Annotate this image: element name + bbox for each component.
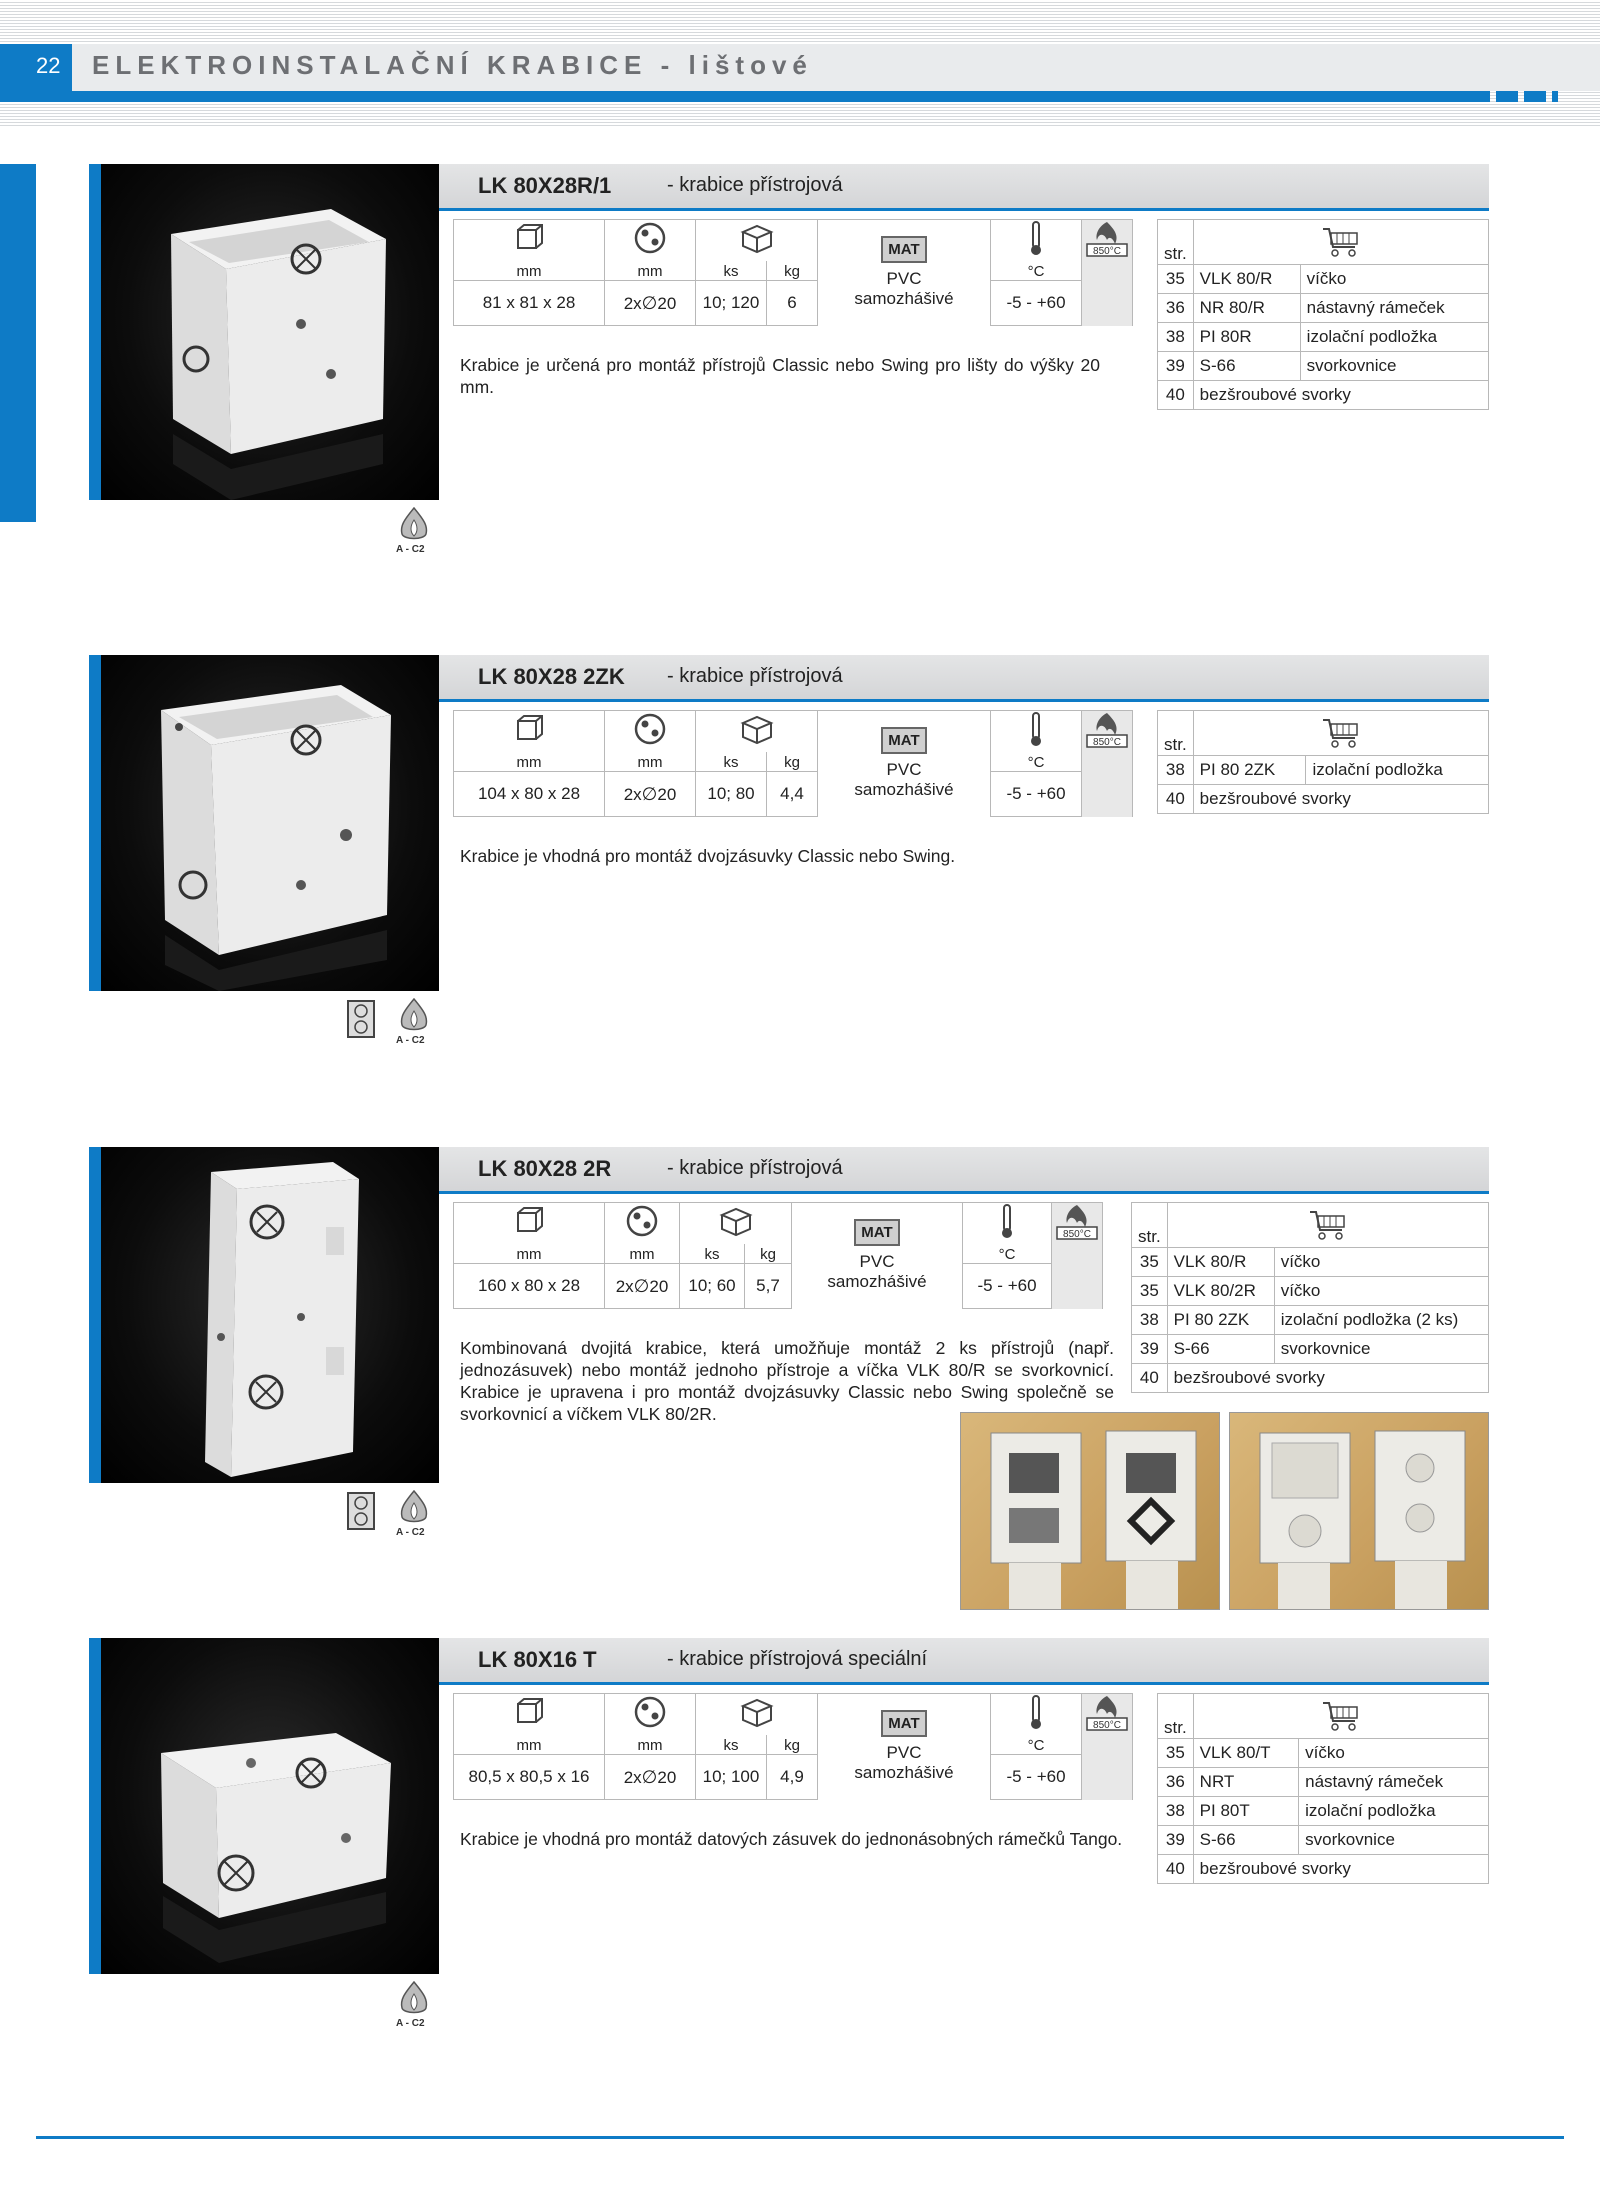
acc-page: 39	[1132, 1335, 1168, 1364]
svg-text:850°C: 850°C	[1093, 1720, 1121, 1731]
cable-entry-icon	[634, 1696, 666, 1728]
photo-accent	[89, 1147, 101, 1483]
footer-rule	[36, 2136, 1564, 2139]
acc-page: 40	[1132, 1364, 1168, 1393]
value-size: 81 x 81 x 28	[454, 281, 605, 326]
unit-temp: °C	[963, 1244, 1052, 1264]
cable-entry-icon	[626, 1205, 658, 1237]
acc-header-page: str.	[1158, 220, 1194, 265]
unit-temp: °C	[991, 1735, 1082, 1755]
unit-size: mm	[454, 752, 605, 772]
box-dimension-icon	[512, 222, 546, 254]
product-code: LK 80X16 T	[478, 1647, 597, 1672]
acc-name: bezšroubové svorky	[1193, 1855, 1488, 1884]
acc-page: 40	[1158, 1855, 1194, 1884]
acc-page: 38	[1132, 1306, 1168, 1335]
cable-entry-icon	[634, 713, 666, 745]
acc-name: svorkovnice	[1300, 352, 1488, 381]
material-icon: MAT	[881, 1710, 926, 1737]
acc-code: S-66	[1193, 352, 1300, 381]
unit-pack: ks	[696, 261, 767, 281]
unit-entry: mm	[605, 752, 696, 772]
unit-weight: kg	[767, 752, 818, 772]
acc-header-page: str.	[1158, 711, 1194, 756]
thermometer-icon	[1028, 711, 1044, 747]
accessories-table	[1131, 1202, 1489, 1393]
product-photo-3	[101, 1147, 439, 1483]
value-weight: 4,9	[767, 1755, 818, 1800]
accessories-table	[1157, 710, 1489, 814]
acc-page: 35	[1132, 1277, 1168, 1306]
acc-name: víčko	[1299, 1739, 1489, 1768]
acc-page: 35	[1132, 1248, 1168, 1277]
unit-weight: kg	[745, 1244, 792, 1264]
shopping-cart-icon	[1321, 1699, 1361, 1733]
unit-temp: °C	[991, 752, 1082, 772]
unit-entry: mm	[605, 1735, 696, 1755]
acc-page: 40	[1158, 381, 1194, 410]
acc-header-page: str.	[1158, 1694, 1194, 1739]
value-pack: 10; 80	[696, 772, 767, 817]
box-dimension-icon	[512, 713, 546, 745]
value-weight: 5,7	[745, 1264, 792, 1309]
value-entry: 2x∅20	[605, 1264, 680, 1309]
flame-class-label: A - C2	[396, 544, 425, 555]
acc-name: izolační podložka (2 ks)	[1274, 1306, 1488, 1335]
product-title-bar	[439, 164, 1489, 211]
material-name: PVC	[886, 269, 922, 289]
mounted-example-photo-2	[1229, 1412, 1489, 1610]
material-name: PVC	[859, 1252, 895, 1272]
acc-code: VLK 80/R	[1167, 1248, 1274, 1277]
value-size: 160 x 80 x 28	[454, 1264, 605, 1309]
product-description: - krabice přístrojová	[667, 665, 843, 687]
acc-name: bezšroubové svorky	[1193, 381, 1488, 410]
acc-code: S-66	[1193, 1826, 1298, 1855]
acc-code: PI 80T	[1193, 1797, 1298, 1826]
fire-icon	[1085, 711, 1129, 751]
product-text: Krabice je vhodná pro montáž dvojzásuvky Classic nebo Swing.	[460, 846, 956, 866]
mounted-example-photo-1	[960, 1412, 1220, 1610]
product-text: Kombinovaná dvojitá krabice, která umožňuje montáž 2 ks přístrojů (např. jednozásuvek) nebo montáž jednoho přístroje a víčka VLK 80/R se svorkovnicí. Krabice je upravena i pro montáž dvojzásuvky Classic nebo Swing společně se svorkovnicí a víčkem VLK 80/2R.	[460, 1338, 1114, 1424]
unit-pack: ks	[696, 752, 767, 772]
unit-pack: ks	[680, 1244, 745, 1264]
page-number: 22	[0, 44, 72, 102]
shopping-cart-icon	[1308, 1208, 1348, 1242]
thermometer-icon	[1028, 1694, 1044, 1730]
package-icon	[716, 1205, 756, 1237]
acc-page: 39	[1158, 352, 1194, 381]
acc-page: 39	[1158, 1826, 1194, 1855]
acc-code: VLK 80/T	[1193, 1739, 1298, 1768]
product-photo-4	[101, 1638, 439, 1974]
acc-code: PI 80R	[1193, 323, 1300, 352]
acc-name: nástavný rámeček	[1299, 1768, 1489, 1797]
spec-table	[453, 710, 1133, 817]
material-icon: MAT	[881, 236, 926, 263]
shopping-cart-icon	[1321, 716, 1361, 750]
value-temp: -5 - +60	[991, 281, 1082, 326]
acc-code: VLK 80/R	[1193, 265, 1300, 294]
acc-code: NR 80/R	[1193, 294, 1300, 323]
unit-size: mm	[454, 1244, 605, 1264]
acc-code: PI 80 2ZK	[1167, 1306, 1274, 1335]
unit-weight: kg	[767, 261, 818, 281]
fire-icon	[1085, 1694, 1129, 1734]
value-temp: -5 - +60	[991, 1755, 1082, 1800]
material-property: samozhášivé	[827, 1272, 927, 1292]
acc-page: 36	[1158, 1768, 1194, 1797]
flame-class-label: A - C2	[396, 1035, 425, 1046]
fire-icon	[1085, 220, 1129, 260]
product-description: - krabice přístrojová	[667, 1157, 843, 1179]
material-property: samozhášivé	[854, 780, 954, 800]
acc-name: izolační podložka	[1299, 1797, 1489, 1826]
thermometer-icon	[999, 1203, 1015, 1239]
value-pack: 10; 100	[696, 1755, 767, 1800]
page-title: ELEKTROINSTALAČNÍ KRABICE - lištové	[92, 50, 813, 80]
product-photo-2	[101, 655, 439, 991]
value-weight: 4,4	[767, 772, 818, 817]
flame-drop-icon	[396, 1980, 432, 2018]
header-square-3	[1552, 91, 1558, 102]
header-rule	[72, 91, 1490, 102]
material-icon: MAT	[881, 727, 926, 754]
acc-name: izolační podložka	[1306, 756, 1489, 785]
unit-entry: mm	[605, 1244, 680, 1264]
flame-drop-icon	[396, 997, 432, 1035]
svg-text:850°C: 850°C	[1093, 737, 1121, 748]
unit-entry: mm	[605, 261, 696, 281]
product-code: LK 80X28 2R	[478, 1156, 612, 1181]
double-socket-icon	[346, 999, 376, 1039]
product-photo-1	[101, 164, 439, 500]
acc-name: nástavný rámeček	[1300, 294, 1488, 323]
product-block-4	[0, 1638, 1600, 2118]
value-weight: 6	[767, 281, 818, 326]
unit-temp: °C	[991, 261, 1082, 281]
acc-code: VLK 80/2R	[1167, 1277, 1274, 1306]
product-block-1	[0, 164, 1600, 644]
material-name: PVC	[886, 1743, 922, 1763]
thermometer-icon	[1028, 220, 1044, 256]
product-description: - krabice přístrojová speciální	[667, 1648, 928, 1670]
acc-name: víčko	[1300, 265, 1488, 294]
product-code: LK 80X28R/1	[478, 173, 612, 198]
material-property: samozhášivé	[854, 289, 954, 309]
acc-page: 38	[1158, 756, 1194, 785]
product-text: Krabice je určená pro montáž přístrojů Classic nebo Swing pro lišty do výšky 20 mm.	[460, 355, 1100, 397]
acc-name: bezšroubové svorky	[1193, 785, 1488, 814]
material-icon: MAT	[854, 1219, 899, 1246]
package-icon	[737, 713, 777, 745]
product-block-2	[0, 655, 1600, 1135]
acc-page: 38	[1158, 323, 1194, 352]
acc-name: izolační podložka	[1300, 323, 1488, 352]
flame-drop-icon	[396, 506, 432, 544]
value-size: 80,5 x 80,5 x 16	[454, 1755, 605, 1800]
photo-accent	[89, 164, 101, 500]
flame-class-label: A - C2	[396, 2018, 425, 2029]
unit-weight: kg	[767, 1735, 818, 1755]
value-pack: 10; 60	[680, 1264, 745, 1309]
product-text: Krabice je vhodná pro montáž datových zásuvek do jednonásobných rámečků Tango.	[460, 1829, 1123, 1849]
acc-code: S-66	[1167, 1335, 1274, 1364]
value-pack: 10; 120	[696, 281, 767, 326]
value-temp: -5 - +60	[991, 772, 1082, 817]
acc-page: 40	[1158, 785, 1194, 814]
product-title-bar	[439, 655, 1489, 702]
package-icon	[737, 222, 777, 254]
unit-size: mm	[454, 1735, 605, 1755]
value-entry: 2x∅20	[605, 1755, 696, 1800]
svg-text:850°C: 850°C	[1093, 246, 1121, 257]
cable-entry-icon	[634, 222, 666, 254]
acc-name: víčko	[1274, 1277, 1488, 1306]
box-dimension-icon	[512, 1696, 546, 1728]
acc-code: PI 80 2ZK	[1193, 756, 1306, 785]
photo-accent	[89, 1638, 101, 1974]
fire-icon	[1055, 1203, 1099, 1243]
acc-page: 35	[1158, 265, 1194, 294]
acc-name: bezšroubové svorky	[1167, 1364, 1488, 1393]
product-block-3	[0, 1147, 1600, 1627]
product-description: - krabice přístrojová	[667, 174, 843, 196]
value-size: 104 x 80 x 28	[454, 772, 605, 817]
header-square-1	[1496, 91, 1518, 102]
value-entry: 2x∅20	[605, 281, 696, 326]
svg-text:850°C: 850°C	[1063, 1229, 1091, 1240]
spec-table	[453, 1202, 1103, 1309]
value-entry: 2x∅20	[605, 772, 696, 817]
package-icon	[737, 1696, 777, 1728]
accessories-table	[1157, 1693, 1489, 1884]
material-property: samozhášivé	[854, 1763, 954, 1783]
material-name: PVC	[886, 760, 922, 780]
acc-name: svorkovnice	[1299, 1826, 1489, 1855]
acc-code: NRT	[1193, 1768, 1298, 1797]
unit-size: mm	[454, 261, 605, 281]
acc-name: svorkovnice	[1274, 1335, 1488, 1364]
acc-page: 36	[1158, 294, 1194, 323]
spec-table	[453, 219, 1133, 326]
acc-name: víčko	[1274, 1248, 1488, 1277]
accessories-table	[1157, 219, 1489, 410]
product-title-bar	[439, 1147, 1489, 1194]
product-code: LK 80X28 2ZK	[478, 664, 625, 689]
shopping-cart-icon	[1321, 225, 1361, 259]
product-title-bar	[439, 1638, 1489, 1685]
header-square-2	[1524, 91, 1546, 102]
value-temp: -5 - +60	[963, 1264, 1052, 1309]
unit-pack: ks	[696, 1735, 767, 1755]
box-dimension-icon	[512, 1205, 546, 1237]
acc-header-page: str.	[1132, 1203, 1168, 1248]
flame-drop-icon	[396, 1489, 432, 1527]
acc-page: 35	[1158, 1739, 1194, 1768]
double-socket-icon	[346, 1491, 376, 1531]
photo-accent	[89, 655, 101, 991]
acc-page: 38	[1158, 1797, 1194, 1826]
flame-class-label: A - C2	[396, 1527, 425, 1538]
spec-table	[453, 1693, 1133, 1800]
